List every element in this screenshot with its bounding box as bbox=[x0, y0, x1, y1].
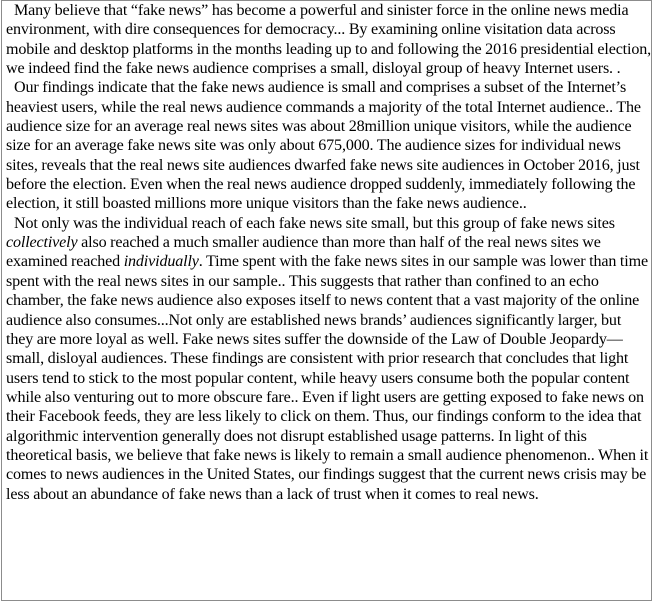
italic-emphasis: individually bbox=[123, 253, 199, 271]
paragraph-1 bbox=[6, 1, 651, 78]
paragraph-text: Many believe that “fake news” has become a powerful and sinister force in the online news media environment, with dire consequences for democracy... By examining online visitation data across mobile and desktop platforms in the months leading up to and following the 2016 presidential election, we indeed find the fake news audience comprises a small, disloyal group of heavy Internet users. . bbox=[6, 2, 651, 78]
paragraph-2 bbox=[6, 78, 651, 213]
document-body bbox=[6, 1, 651, 504]
paragraph-text: Not only was the individual reach of each fake news site small, but this group of fake news sites bbox=[14, 214, 615, 232]
italic-emphasis: collectively bbox=[6, 234, 78, 252]
paragraph-3 bbox=[6, 214, 651, 504]
paragraph-text: . Time spent with the fake news sites in our sample was lower than time spent with the real news sites in our sample.. This suggests that rather than confined to an echo chamber, the fake news audience also exposes itself to news content that a vast majority of the online audience also consumes...Not only are established news brands’ audiences significantly larger, but they are more loyal as well. Fake news sites suffer the downside of the Law of Double Jeopardy—small, disloyal audiences. These findings are consistent with prior research that concludes that light users tend to stick to the most popular content, while heavy users consume both the popular content while also venturing out to more obscure fare.. Even if light users are getting exposed to fake news on their Facebook feeds, they are less likely to click on them. Thus, our findings conform to the idea that algorithmic intervention generally does not disrupt established usage patterns. In light of this theoretical basis, we believe that fake news is likely to remain a small audience phenomenon.. When it comes to news audiences in the United States, our findings suggest that the current news crisis may be less about an abundance of fake news than a lack of trust when it comes to real news. bbox=[6, 253, 649, 503]
paragraph-text: also reached a much smaller audience than more than half of the real news sites we examined reached bbox=[6, 234, 601, 271]
text-box-frame bbox=[1, 0, 652, 601]
paragraph-text: Our findings indicate that the fake news audience is small and comprises a subset of the Internet’s heaviest users, while the real news audience commands a majority of the total Internet audience.. The audience size for an average real news sites was about 28million unique visitors, while the audience size for an average fake news site was only about 675,000. The audience sizes for individual news sites, reveals that the real news site audiences dwarfed fake news site audiences in October 2016, just before the election. Even when the real news audience dropped suddenly, immediately following the election, it still boasted millions more unique visitors than the fake news audience.. bbox=[6, 79, 641, 213]
